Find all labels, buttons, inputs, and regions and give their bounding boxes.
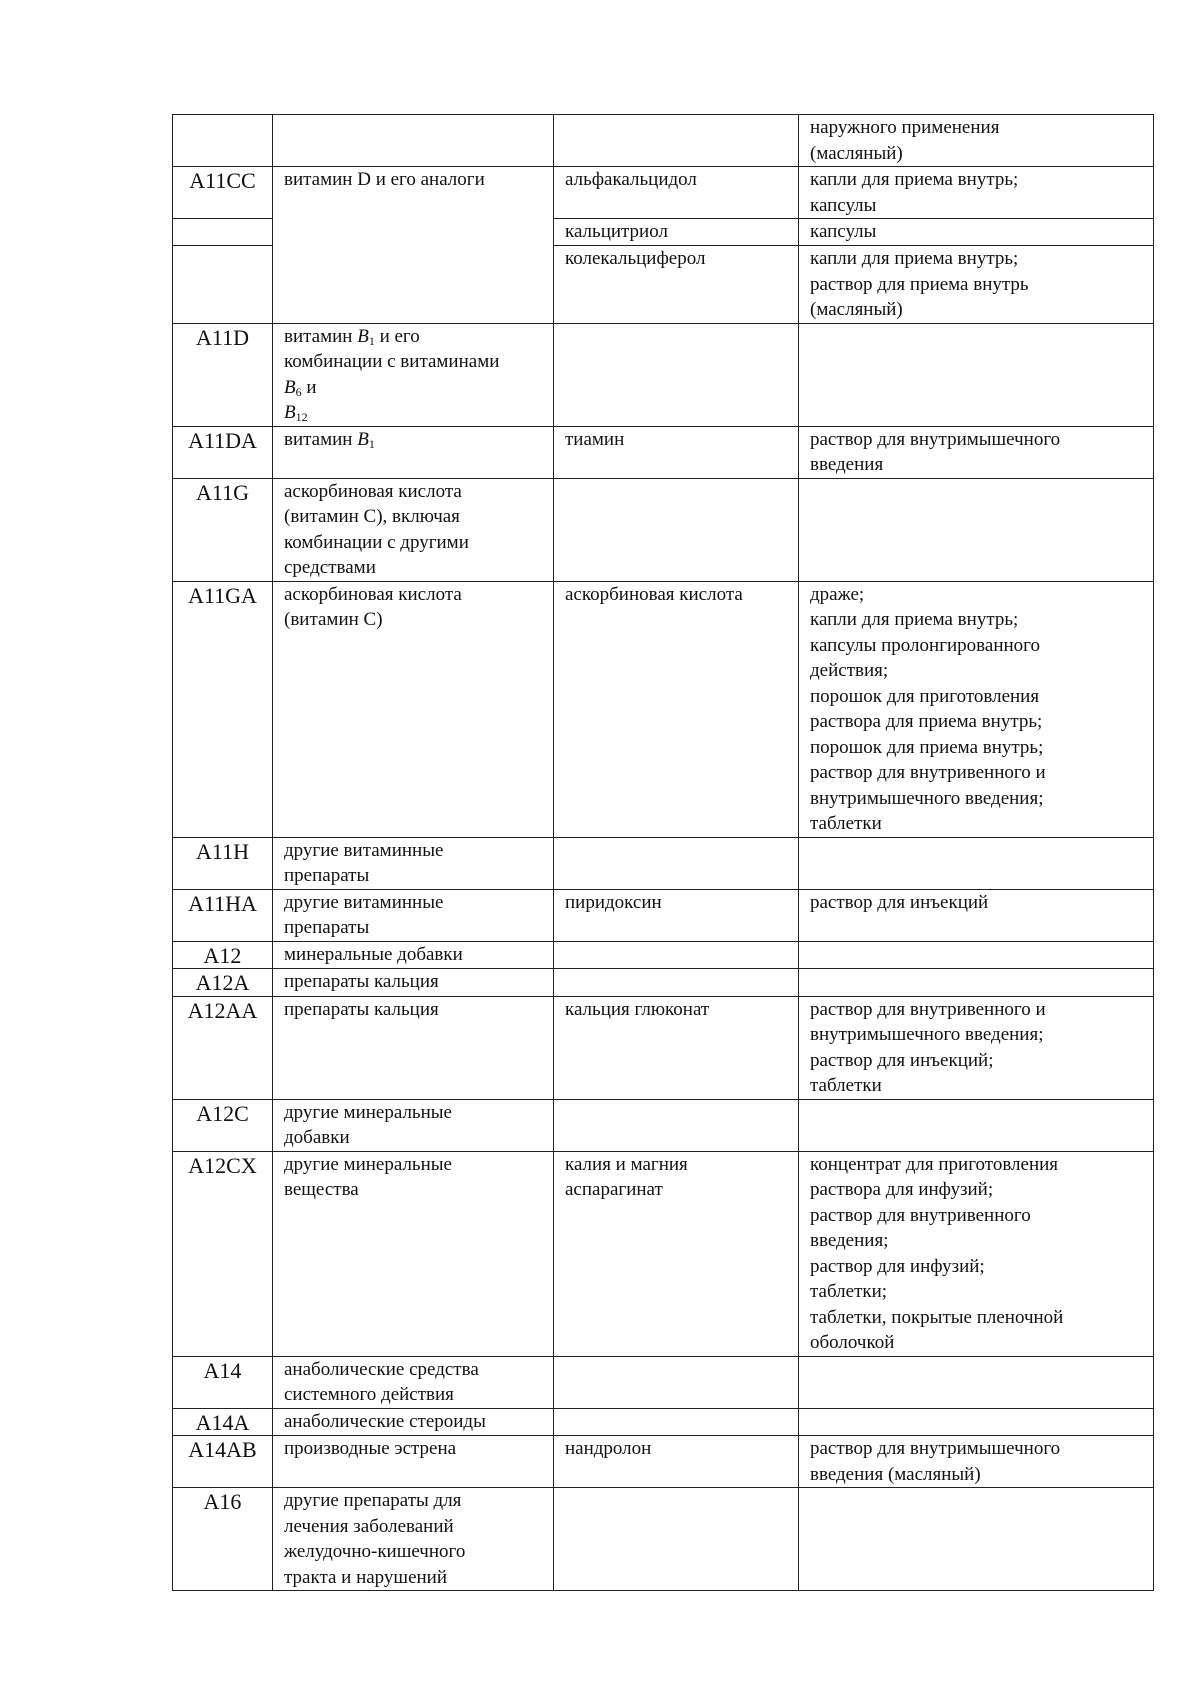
form-line: внутримышечного введения;	[810, 787, 1044, 809]
form-line: таблетки, покрытые пленочной	[810, 1306, 1064, 1328]
form-line: капсулы	[810, 221, 877, 242]
group-line: витамин D и его аналоги	[284, 169, 485, 190]
dosage-form-cell	[799, 1151, 1154, 1356]
group-line: препараты кальция	[284, 971, 439, 992]
group-line	[284, 427, 543, 453]
table-row	[173, 969, 1154, 997]
form-line: капли для приема внутрь;	[810, 609, 1019, 630]
dosage-form-cell	[799, 941, 1154, 969]
atc-code-cell	[173, 246, 273, 324]
group-line: препараты	[284, 865, 370, 886]
atc-code-cell	[173, 219, 273, 246]
dosage-form-cell	[799, 1099, 1154, 1151]
anatomic-group-cell	[273, 889, 554, 941]
substance-line: альфакальцидол	[565, 169, 697, 190]
table-row	[173, 1099, 1154, 1151]
dosage-form-cell	[799, 837, 1154, 889]
form-line: введения	[810, 454, 884, 475]
group-line: системного действия	[284, 1384, 454, 1405]
group-line: другие минеральные	[284, 1101, 452, 1123]
form-line: раствор для инъекций;	[810, 1049, 994, 1071]
table-row	[173, 941, 1154, 969]
atc-code-cell: A14AB	[173, 1436, 273, 1488]
anatomic-group-cell	[273, 1099, 554, 1151]
form-line: порошок для приема внутрь;	[810, 736, 1044, 758]
group-line: (витамин С)	[284, 609, 383, 630]
atc-code-cell: A12A	[173, 969, 273, 997]
form-line: (масляный)	[810, 142, 903, 164]
table-row	[173, 1356, 1154, 1408]
substance-cell	[554, 1488, 799, 1591]
substance-cell	[554, 969, 799, 997]
atc-code-cell: A11CC	[173, 167, 273, 219]
form-line: концентрат для приготовления	[810, 1153, 1059, 1175]
group-line: анаболические средства	[284, 1358, 479, 1380]
dosage-form-cell	[799, 1488, 1154, 1591]
form-line: капли для приема внутрь;	[810, 169, 1019, 190]
substance-line: кальция глюконат	[565, 998, 710, 1020]
group-line: аскорбиновая кислота	[284, 583, 462, 605]
substance-cell	[554, 1151, 799, 1356]
dosage-form-cell	[799, 426, 1154, 478]
substance-cell	[554, 837, 799, 889]
anatomic-group-cell	[273, 1151, 554, 1356]
dosage-form-cell	[799, 167, 1154, 219]
substance-line: нандролон	[565, 1438, 652, 1459]
substance-cell	[554, 581, 799, 837]
group-line: комбинации с другими	[284, 531, 469, 553]
substance-cell	[554, 167, 799, 219]
group-line: добавки	[284, 1127, 350, 1148]
anatomic-group-cell	[273, 941, 554, 969]
substance-cell	[554, 1099, 799, 1151]
table-row	[173, 426, 1154, 478]
substance-cell	[554, 996, 799, 1099]
substance-cell	[554, 246, 799, 324]
form-line: капсулы	[810, 194, 877, 216]
anatomic-group-cell	[273, 969, 554, 997]
form-line: введения;	[810, 1230, 889, 1251]
atc-code-cell: A12AA	[173, 996, 273, 1099]
dosage-form-cell	[799, 246, 1154, 324]
dosage-form-cell	[799, 1436, 1154, 1488]
atc-code-cell: A14A	[173, 1408, 273, 1436]
substance-cell	[554, 115, 799, 167]
anatomic-group-cell	[273, 167, 554, 324]
form-line: порошок для приготовления	[810, 685, 1040, 707]
form-line: действия;	[810, 660, 889, 681]
table-row	[173, 478, 1154, 581]
form-line: оболочкой	[810, 1332, 895, 1353]
table-row	[173, 1488, 1154, 1591]
table-row	[173, 1151, 1154, 1356]
anatomic-group-cell	[273, 837, 554, 889]
group-line	[284, 375, 543, 401]
substance-cell	[554, 889, 799, 941]
substance-line: пиридоксин	[565, 891, 662, 913]
dosage-form-cell	[799, 115, 1154, 167]
table-row	[173, 167, 1154, 219]
dosage-form-cell	[799, 478, 1154, 581]
group-line	[284, 324, 543, 350]
dosage-form-cell	[799, 323, 1154, 426]
dosage-form-cell	[799, 581, 1154, 837]
group-text: и его	[374, 325, 420, 347]
table-row	[173, 323, 1154, 426]
dosage-form-cell	[799, 969, 1154, 997]
vitamin-subscript: 6	[295, 384, 302, 399]
form-line: раствор для инъекций	[810, 891, 989, 913]
form-line: раствор для внутривенного и	[810, 762, 1046, 783]
group-text: витамин	[284, 325, 358, 347]
form-line: раствор для внутримышечного	[810, 428, 1061, 450]
form-line: таблетки	[810, 1075, 882, 1096]
substance-cell	[554, 426, 799, 478]
substance-cell	[554, 1436, 799, 1488]
form-line: раствора для приема внутрь;	[810, 711, 1043, 732]
table-row	[173, 115, 1154, 167]
substance-line: тиамин	[565, 428, 625, 450]
atc-code-cell: A11D	[173, 323, 273, 426]
form-line: раствор для внутримышечного	[810, 1438, 1061, 1459]
table-row	[173, 581, 1154, 837]
group-text: комбинации с витаминами	[284, 351, 500, 372]
form-line: таблетки;	[810, 1281, 888, 1302]
form-line: внутримышечного введения;	[810, 1024, 1044, 1045]
substance-cell	[554, 941, 799, 969]
form-line: раствора для инфузий;	[810, 1179, 994, 1200]
group-line: анаболические стероиды	[284, 1410, 486, 1432]
group-text: и	[301, 376, 317, 398]
table-row	[173, 837, 1154, 889]
group-line: вещества	[284, 1179, 359, 1200]
table-body	[173, 115, 1154, 1591]
dosage-form-cell	[799, 1356, 1154, 1408]
atc-code-cell: A12	[173, 941, 273, 969]
form-line: таблетки	[810, 813, 882, 834]
atc-code-cell: A11GA	[173, 581, 273, 837]
anatomic-group-cell	[273, 115, 554, 167]
form-line: наружного применения	[810, 117, 1000, 138]
substance-line: колекальциферол	[565, 248, 706, 269]
group-line: аскорбиновая кислота	[284, 480, 462, 502]
anatomic-group-cell	[273, 1488, 554, 1591]
group-line	[284, 349, 543, 375]
atc-code-cell: A16	[173, 1488, 273, 1591]
substance-cell	[554, 1408, 799, 1436]
vitamin-letter: B	[284, 402, 296, 423]
group-line: другие препараты для	[284, 1490, 462, 1511]
vitamin-subscript: 1	[368, 436, 375, 451]
atc-code-cell: A11DA	[173, 426, 273, 478]
form-line: (масляный)	[810, 299, 903, 320]
group-line: тракта и нарушений	[284, 1566, 448, 1588]
substance-line: калия и магния	[565, 1153, 688, 1175]
vitamin-letter: B	[284, 376, 296, 398]
dosage-form-cell	[799, 219, 1154, 246]
group-text: витамин	[284, 428, 358, 450]
substance-line: аспарагинат	[565, 1179, 663, 1200]
anatomic-group-cell	[273, 1408, 554, 1436]
atc-code-cell: A14	[173, 1356, 273, 1408]
anatomic-group-cell	[273, 426, 554, 478]
form-line: драже;	[810, 583, 865, 605]
anatomic-group-cell	[273, 1356, 554, 1408]
group-line: минеральные добавки	[284, 943, 463, 965]
anatomic-group-cell	[273, 1436, 554, 1488]
atc-drug-table	[172, 114, 1154, 1591]
dosage-form-cell	[799, 1408, 1154, 1436]
table-row	[173, 996, 1154, 1099]
atc-code-cell: A11G	[173, 478, 273, 581]
group-line: производные эстрена	[284, 1438, 457, 1459]
group-line: другие минеральные	[284, 1153, 452, 1175]
group-line: (витамин С), включая	[284, 506, 460, 527]
group-line: препараты кальция	[284, 998, 439, 1020]
table-row	[173, 1436, 1154, 1488]
atc-code-cell: A12CX	[173, 1151, 273, 1356]
form-line: раствор для приема внутрь	[810, 273, 1029, 295]
group-line: желудочно-кишечного	[284, 1541, 466, 1562]
form-line: раствор для инфузий;	[810, 1255, 985, 1277]
vitamin-letter: B	[357, 428, 369, 450]
substance-cell	[554, 219, 799, 246]
substance-line: аскорбиновая кислота	[565, 583, 743, 605]
table-row	[173, 889, 1154, 941]
group-line	[284, 400, 543, 426]
dosage-form-cell	[799, 996, 1154, 1099]
anatomic-group-cell	[273, 323, 554, 426]
form-line: раствор для внутривенного и	[810, 998, 1046, 1020]
substance-cell	[554, 478, 799, 581]
anatomic-group-cell	[273, 996, 554, 1099]
substance-cell	[554, 1356, 799, 1408]
vitamin-subscript: 12	[295, 410, 308, 424]
dosage-form-cell	[799, 889, 1154, 941]
group-line: средствами	[284, 557, 376, 578]
form-line: введения (масляный)	[810, 1463, 981, 1485]
atc-code-cell: A11H	[173, 837, 273, 889]
substance-cell	[554, 323, 799, 426]
vitamin-subscript: 1	[368, 333, 375, 348]
group-line: другие витаминные	[284, 891, 444, 913]
atc-code-cell: A12C	[173, 1099, 273, 1151]
group-line: препараты	[284, 917, 370, 938]
group-line: лечения заболеваний	[284, 1515, 454, 1537]
group-line: другие витаминные	[284, 839, 444, 861]
table-row	[173, 1408, 1154, 1436]
form-line: капсулы пролонгированного	[810, 634, 1040, 656]
substance-line: кальцитриол	[565, 221, 668, 242]
anatomic-group-cell	[273, 478, 554, 581]
anatomic-group-cell	[273, 581, 554, 837]
atc-code-cell: A11HA	[173, 889, 273, 941]
vitamin-letter: B	[357, 325, 369, 347]
form-line: раствор для внутривенного	[810, 1204, 1031, 1226]
form-line: капли для приема внутрь;	[810, 248, 1019, 269]
atc-code-cell	[173, 115, 273, 167]
